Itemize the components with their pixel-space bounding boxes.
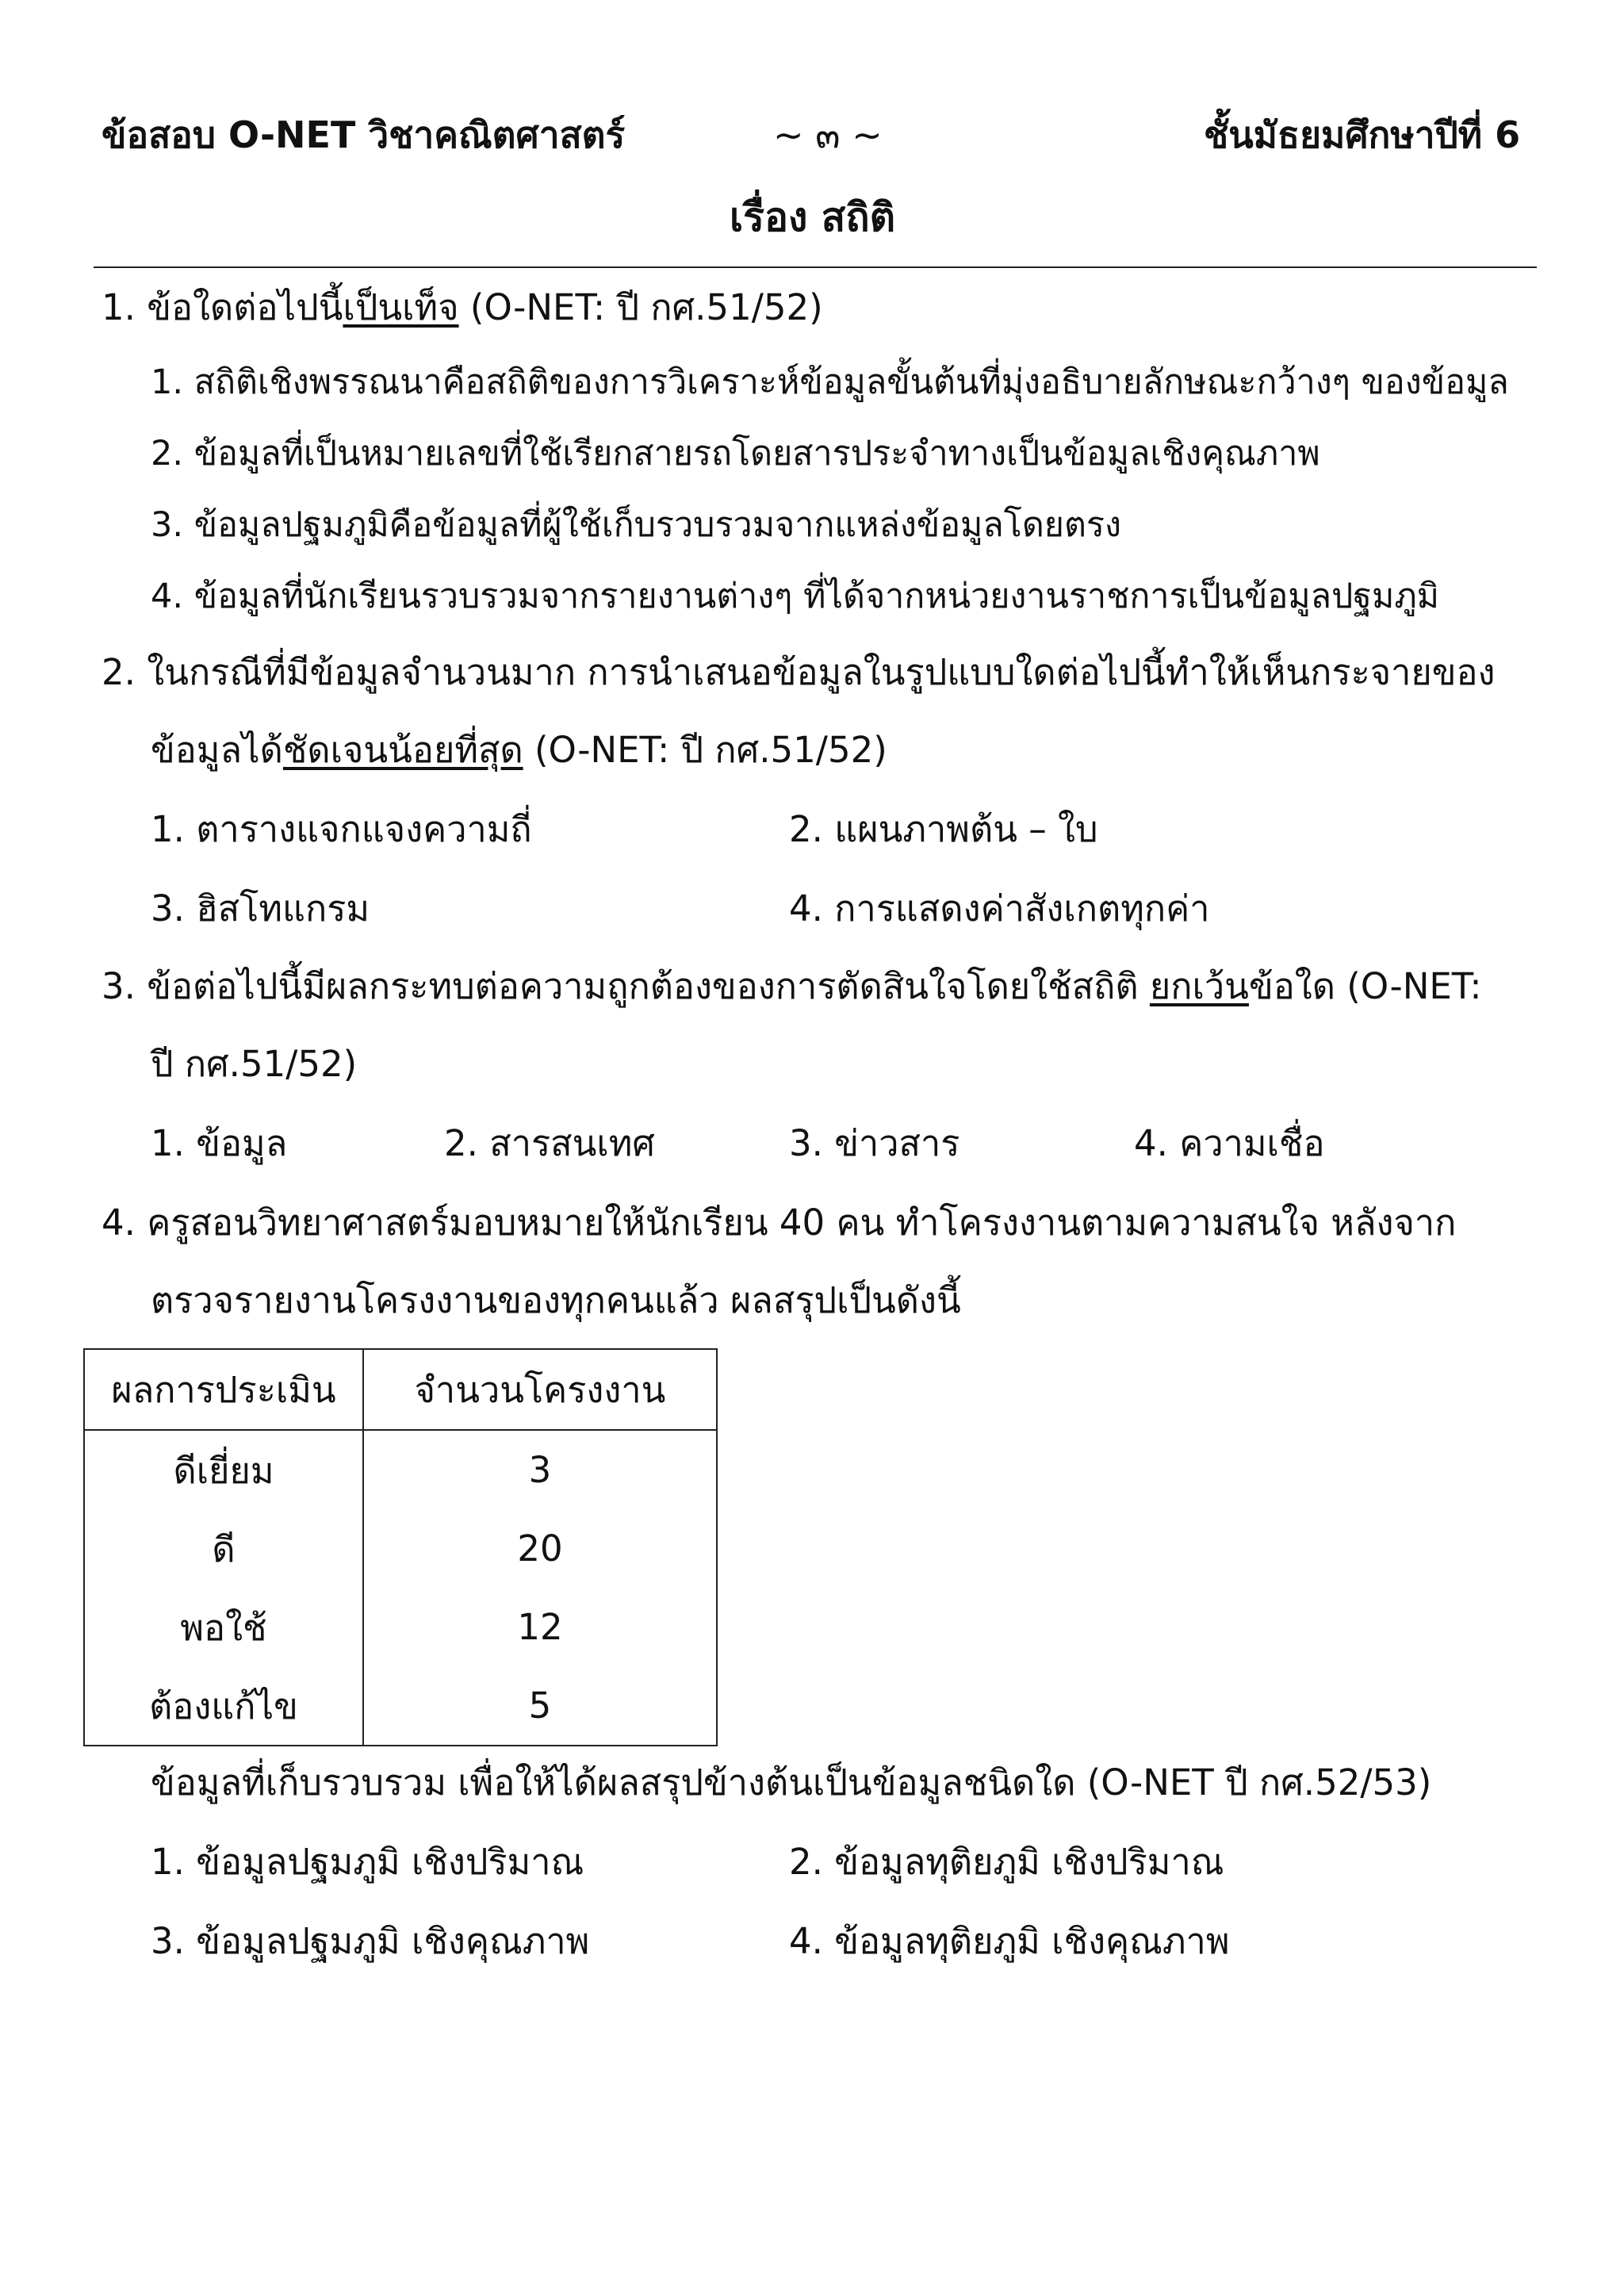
q4-choice-4: 4. ข้อมูลทุติยภูมิ เชิงคุณภาพ (789, 1920, 1230, 1962)
question-emphasis: ยกเว้น (1149, 965, 1249, 1007)
table-cell: ดี (84, 1509, 363, 1588)
question-3-line-2: ปี กศ.51/52) (151, 1043, 358, 1085)
question-text: ครูสอนวิทยาศาสตร์มอบหมายให้นักเรียน 40 คน ทำโครงงานตามความสนใจ หลังจาก (147, 1202, 1457, 1244)
q2-choice-2: 2. แผนภาพต้น – ใบ (789, 808, 1098, 850)
question-text: ข้อต่อไปนี้มีผลกระทบต่อความถูกต้องของการตัดสินใจโดยใช้สถิติ (147, 965, 1150, 1007)
header-rule (94, 266, 1537, 268)
question-text: ในกรณีที่มีข้อมูลจำนวนมาก การนำเสนอข้อมูลในรูปแบบใดต่อไปนี้ทำให้เห็นกระจายของ (147, 651, 1496, 693)
table-row (84, 1588, 717, 1666)
q1-choice-4: 4. ข้อมูลที่นักเรียนรวบรวมจากรายงานต่างๆ ที่ได้จากหน่วยงานราชการเป็นข้อมูลปฐมภูมิ (151, 577, 1440, 616)
q3-choice-4: 4. ความเชื่อ (1134, 1122, 1325, 1164)
header-right: ชั้นมัธยมศึกษาปีที่ 6 (1204, 113, 1521, 156)
question-text-end: ข้อใด (O-NET: (1248, 965, 1482, 1007)
header-left: ข้อสอบ O-NET วิชาคณิตศาสตร์ (102, 113, 626, 156)
q4-choice-3: 3. ข้อมูลปฐมภูมิ เชิงคุณภาพ (151, 1920, 590, 1962)
table-cell: 12 (517, 1606, 563, 1648)
q4-choice-1: 1. ข้อมูลปฐมภูมิ เชิงปริมาณ (151, 1841, 584, 1883)
column-header: จำนวนโครงงาน (363, 1349, 717, 1430)
question-4-line-2: ตรวจรายงานโครงงานของทุกคนแล้ว ผลสรุปเป็นดังนี้ (151, 1279, 961, 1321)
page-number: ~ ๓ ~ (773, 113, 883, 156)
q2-choice-3: 3. ฮิสโทแกรม (151, 887, 370, 930)
question-source: (O-NET: ปี กศ.51/52) (458, 286, 823, 328)
table-cell: ดีเยี่ยม (84, 1430, 363, 1509)
question-emphasis: เป็นเท็จ (343, 286, 459, 328)
table-cell: ต้องแก้ไข (84, 1666, 363, 1746)
table-row (84, 1430, 717, 1509)
question-number: 4. (102, 1202, 136, 1244)
question-text: ข้อมูลได้ (151, 729, 283, 771)
table-row (84, 1666, 717, 1746)
table-cell: พอใช้ (84, 1588, 363, 1666)
q3-choice-2: 2. สารสนเทศ (444, 1122, 655, 1164)
q4-choice-2: 2. ข้อมูลทุติยภูมิ เชิงปริมาณ (789, 1841, 1224, 1883)
q3-choice-1: 1. ข้อมูล (151, 1122, 288, 1164)
question-number: 2. (102, 651, 136, 693)
q2-choice-1: 1. ตารางแจกแจงความถี่ (151, 808, 532, 850)
question-text: ข้อใดต่อไปนี้ (147, 286, 343, 328)
q1-choice-2: 2. ข้อมูลที่เป็นหมายเลขที่ใช้เรียกสายรถโดยสารประจำทางเป็นข้อมูลเชิงคุณภาพ (151, 434, 1320, 473)
table-row (84, 1509, 717, 1588)
question-emphasis: ชัดเจนน้อยที่สุด (282, 729, 523, 771)
q1-choice-1: 1. สถิติเชิงพรรณนาคือสถิติของการวิเคราะห์ข้อมูลขั้นต้นที่มุ่งอธิบายลักษณะกว้างๆ ของข้อมูล (151, 362, 1509, 402)
question-2-line-2 (151, 726, 887, 774)
column-header: ผลการประเมิน (84, 1349, 363, 1430)
q2-choice-4: 4. การแสดงค่าสังเกตทุกค่า (789, 887, 1210, 930)
evaluation-table (83, 1348, 718, 1746)
question-3-line-1 (102, 963, 1482, 1010)
table-header-row (84, 1349, 717, 1430)
question-source: (O-NET: ปี กศ.51/52) (523, 729, 887, 771)
question-number: 1. (102, 286, 136, 328)
question-4-line-1 (102, 1199, 1456, 1247)
question-4-prompt: ข้อมูลที่เก็บรวบรวม เพื่อให้ได้ผลสรุปข้างต้นเป็นข้อมูลชนิดใด (O-NET ปี กศ.52/53) (151, 1761, 1432, 1803)
table-cell: 20 (517, 1527, 563, 1570)
page-title: เรื่อง สถิติ (730, 194, 896, 240)
q3-choice-3: 3. ข่าวสาร (789, 1122, 960, 1164)
question-1 (102, 284, 823, 332)
table-cell: 5 (528, 1685, 552, 1727)
question-2-line-1 (102, 649, 1496, 696)
question-number: 3. (102, 965, 136, 1007)
q1-choice-3: 3. ข้อมูลปฐมภูมิคือข้อมูลที่ผู้ใช้เก็บรวบรวมจากแหล่งข้อมูลโดยตรง (151, 505, 1121, 545)
table-cell: 3 (528, 1449, 552, 1491)
